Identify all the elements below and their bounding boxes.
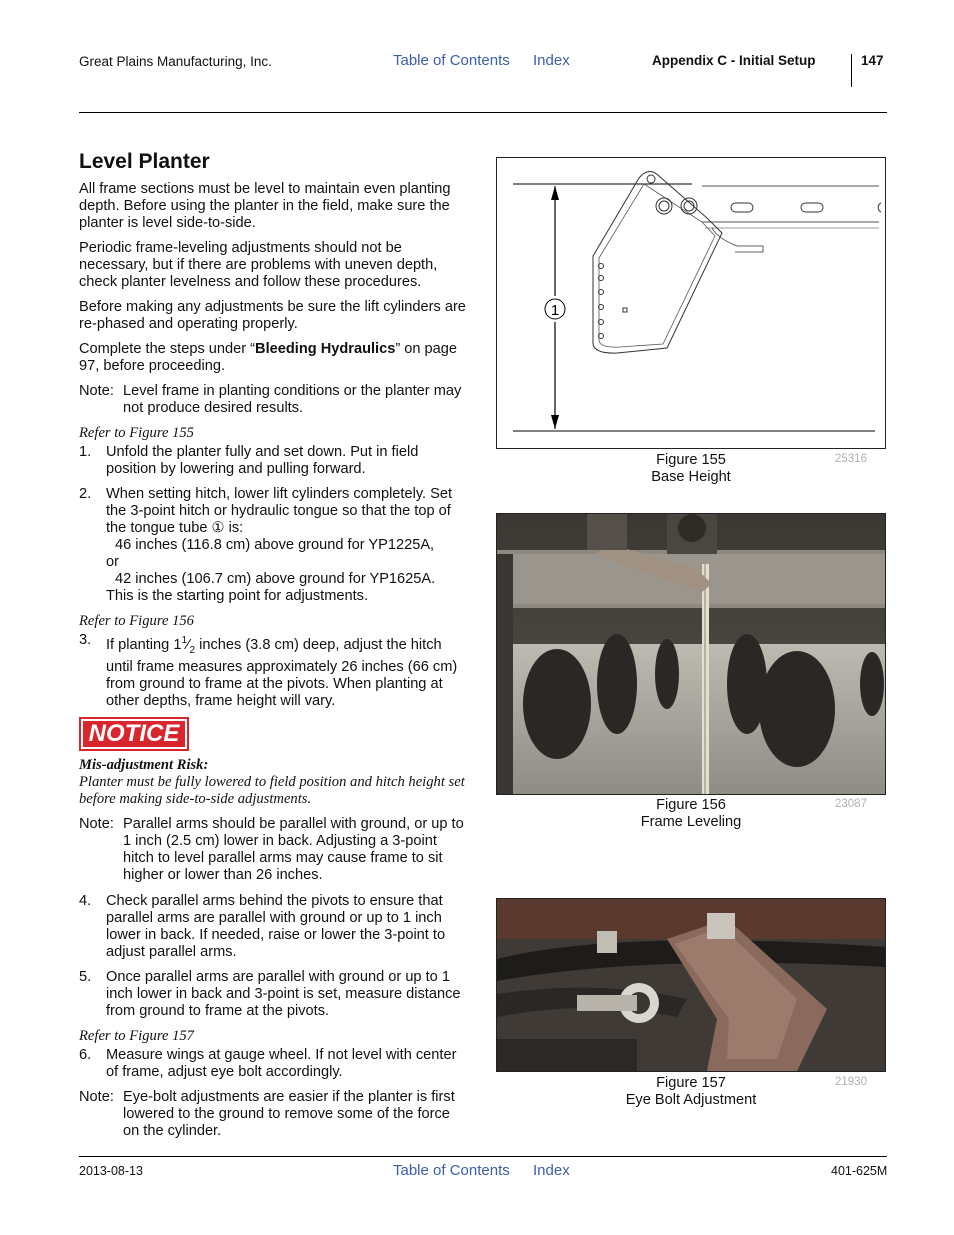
figure-156-number: Figure 156 (656, 797, 726, 813)
callout-1: 1 (550, 302, 560, 319)
refer-figure-156: Refer to Figure 156 (79, 613, 194, 629)
figure-155-drawing (496, 157, 886, 449)
figure-156-title: Frame Leveling (640, 814, 742, 830)
note-1: Note: Level frame in planting conditions or the planter may not produce desired results. (79, 383, 462, 416)
figure-157-id: 21930 (835, 1076, 867, 1088)
risk-title: Mis-adjustment Risk: (79, 757, 209, 773)
footer-date: 2013-08-13 (79, 1164, 143, 1178)
figure-155-title: Base Height (651, 469, 731, 485)
figure-157-caption (496, 1075, 886, 1109)
page-title: Level Planter (79, 150, 210, 173)
note-2: Note: Parallel arms should be parallel with ground, or up to 1 inch (2.5 cm) lower in back. Adjusting a 3-point hitch to level parallel arms may cause frame to sit higher or lower than 26 inches. (79, 816, 464, 883)
header-index-link[interactable]: Index (533, 52, 570, 69)
paragraph-1: All frame sections must be level to maintain even planting depth. Before using the planter in the field, make sure the planter is level side-to-side. (79, 181, 451, 231)
base-height-diagram (497, 158, 885, 448)
bleeding-hydraulics-ref: Bleeding Hydraulics (255, 341, 396, 357)
figure-155-caption (496, 452, 886, 486)
figure-156-id: 23087 (835, 798, 867, 810)
figure-157-number: Figure 157 (656, 1075, 726, 1091)
paragraph-4: Complete the steps under “Bleeding Hydraulics” on page 97, before proceeding. (79, 341, 458, 374)
company-name: Great Plains Manufacturing, Inc. (79, 54, 272, 69)
risk-text: Planter must be fully lowered to field position and hitch height set before making side-to-side adjustments. (79, 774, 465, 807)
page-number: 147 (861, 53, 884, 68)
doc-number: 401-625M (831, 1164, 888, 1178)
main-column-lower (79, 757, 469, 1140)
eye-bolt-photo (497, 899, 885, 1071)
figure-155-id: 25316 (835, 453, 867, 465)
step-3: 3. If planting $1^1⁄_2$ inches (3.8 cm) deep, adjust the hitch until frame measures approximately 26 inches (66 cm) from ground to frame at the pivots. When planting at other depths, frame height will vary. (79, 632, 458, 709)
figure-155-number: Figure 155 (656, 452, 726, 468)
header-divider (851, 54, 852, 87)
step-5: 5. Once parallel arms are parallel with ground or up to 1 inch lower in back and 3-point is set, measure distance from ground to frame at the pivots. (79, 969, 461, 1019)
paragraph-2: Periodic frame-leveling adjustments should not be necessary, but if there are problems with uneven depth, check planter levelness and follow these procedures. (79, 240, 438, 290)
step-6: 6. Measure wings at gauge wheel. If not level with center of frame, adjust eye bolt accordingly. (79, 1047, 457, 1080)
figure-156-caption (496, 797, 886, 831)
figure-157-photo (496, 898, 886, 1072)
step-4: 4. Check parallel arms behind the pivots to ensure that parallel arms are parallel with ground or up to 1 inch lower in back. If needed, raise or lower the 3-point to adjust parallel arms. (79, 893, 446, 960)
notice-badge: NOTICE (79, 717, 189, 751)
footer-rule (79, 1156, 887, 1157)
header-toc-link[interactable]: Table of Contents (393, 52, 510, 69)
figure-157-title: Eye Bolt Adjustment (625, 1092, 757, 1108)
note-3: Note: Eye-bolt adjustments are easier if the planter is first lowered to the ground to remove some of the force on the cylinder. (79, 1089, 455, 1139)
footer-toc-link[interactable]: Table of Contents (393, 1162, 510, 1179)
main-column (79, 150, 469, 710)
frame-leveling-photo (497, 514, 885, 794)
step-2: 2. When setting hitch, lower lift cylinders completely. Set the 3-point hitch or hydraulic tongue so that the top of the tongue tube ① is: 46 inches (116.8 cm) above ground for YP1225A, or 42 inches (106.7 cm) above ground for YP1625A. This is the starting point for adjustments. (79, 486, 453, 604)
footer-index-link[interactable]: Index (533, 1162, 570, 1179)
figure-156-photo (496, 513, 886, 795)
header-rule (79, 112, 887, 113)
step-1: 1. Unfold the planter fully and set down. Put in field position by lowering and pulling forward. (79, 444, 419, 477)
paragraph-3: Before making any adjustments be sure the lift cylinders are re-phased and operating properly. (79, 299, 466, 332)
refer-figure-157: Refer to Figure 157 (79, 1028, 194, 1044)
refer-figure-155: Refer to Figure 155 (79, 425, 194, 441)
section-title: Appendix C - Initial Setup (652, 53, 816, 68)
